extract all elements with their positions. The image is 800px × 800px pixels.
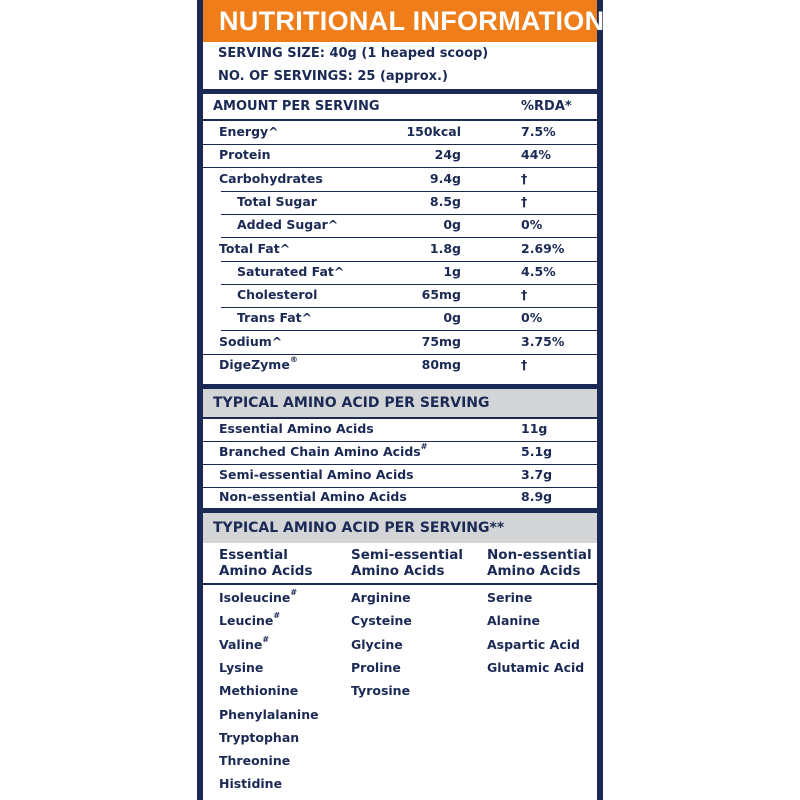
amino-summary-row	[203, 487, 597, 510]
amino-group-value: 5.1g	[521, 443, 553, 459]
essential-acid: Histidine	[219, 776, 283, 792]
column-header-line: Amino Acids	[219, 563, 313, 579]
non-essential-acid: Glutamic Acid	[487, 659, 585, 675]
nutrient-amount: 80mg	[421, 357, 461, 372]
column-header-non-essential	[487, 547, 592, 579]
essential-acid: Threonine	[219, 753, 291, 769]
footnote-mark: #	[262, 634, 270, 644]
non-essential-acid: Aspartic Acid	[487, 636, 580, 652]
nutrient-amount: 9.4g	[429, 170, 461, 186]
nutrient-amount: 75mg	[421, 333, 461, 349]
nutrient-name: Energy^	[219, 124, 279, 139]
nutrient-rda: 7.5%	[521, 124, 556, 139]
divider	[203, 119, 597, 121]
nutrient-name: Cholesterol	[237, 287, 318, 303]
nutrient-name: Saturated Fat^	[237, 263, 345, 279]
nutrient-amount: 150kcal	[406, 124, 461, 139]
nutrient-rda: 4.5%	[521, 263, 556, 279]
divider	[203, 583, 597, 585]
nutrient-row	[203, 145, 597, 168]
servings-count: NO. OF SERVINGS: 25 (approx.)	[218, 69, 448, 84]
amino-group-name: Semi-essential Amino Acids	[219, 466, 414, 482]
column-header-essential	[219, 547, 313, 579]
nutrient-rda: 0%	[521, 217, 543, 233]
essential-acid: Methionine	[219, 683, 299, 699]
essential-acid: Tryptophan	[219, 729, 300, 745]
non-essential-acid: Alanine	[487, 613, 540, 629]
column-header-line: Amino Acids	[351, 563, 445, 579]
footnote-mark: #	[420, 441, 428, 451]
nutrient-name: Total Fat^	[219, 240, 291, 256]
divider	[203, 89, 597, 94]
semi-essential-acid: Proline	[351, 659, 401, 675]
nutrient-name: Carbohydrates	[219, 170, 323, 186]
column-header-line: Semi-essential	[351, 547, 463, 563]
amino-breakdown-title: TYPICAL AMINO ACID PER SERVING**	[203, 513, 597, 543]
nutrient-row	[203, 169, 597, 192]
registered-mark: ®	[289, 355, 298, 364]
nutrient-name: Trans Fat^	[237, 310, 313, 326]
essential-acid: Phenylalanine	[219, 706, 319, 722]
amino-group-name: Essential Amino Acids	[219, 421, 374, 436]
nutrient-amount: 0g	[443, 310, 461, 326]
essential-acid: Lysine	[219, 659, 264, 675]
amino-summary-row	[203, 442, 597, 465]
essential-acid: Valine#	[219, 634, 270, 652]
nutrient-table-header	[203, 97, 597, 119]
amino-group-value: 8.9g	[521, 489, 553, 505]
nutrient-amount: 0g	[443, 217, 461, 233]
serving-size: SERVING SIZE: 40g (1 heaped scoop)	[218, 46, 489, 61]
rda-label: %RDA*	[521, 99, 572, 114]
nutrient-row	[203, 355, 597, 378]
column-header-line: Non-essential	[487, 547, 592, 563]
non-essential-acid: Serine	[487, 590, 533, 605]
nutrient-row	[203, 262, 597, 285]
nutrient-row	[203, 332, 597, 355]
nutrient-row	[203, 308, 597, 331]
amino-group-value: 11g	[521, 421, 548, 436]
nutrient-amount: 65mg	[421, 287, 461, 303]
column-header-semi-essential	[351, 547, 463, 579]
footnote-mark: #	[290, 588, 298, 597]
semi-essential-acid: Tyrosine	[351, 683, 411, 699]
nutrient-rda: †	[521, 193, 528, 209]
nutrient-row	[203, 122, 597, 145]
footnote-mark: #	[273, 611, 281, 621]
nutrient-row	[203, 285, 597, 308]
nutrient-amount: 8.5g	[429, 193, 461, 209]
essential-acid: Leucine#	[219, 611, 281, 629]
amino-summary-row	[203, 419, 597, 442]
nutrient-amount: 24g	[434, 147, 461, 163]
nutrient-rda: †	[521, 287, 528, 303]
amino-group-name: Branched Chain Amino Acids#	[219, 441, 428, 459]
panel-title: NUTRITIONAL INFORMATION	[203, 0, 597, 42]
nutrient-rda: †	[521, 170, 528, 186]
column-header-line: Essential	[219, 547, 288, 563]
nutrient-row	[203, 239, 597, 262]
column-header-line: Amino Acids	[487, 563, 581, 579]
nutrition-panel	[197, 0, 603, 800]
nutrient-rda: 0%	[521, 310, 543, 326]
semi-essential-acid: Arginine	[351, 590, 411, 605]
nutrient-row	[203, 192, 597, 215]
amino-group-value: 3.7g	[521, 466, 553, 482]
amino-group-name: Non-essential Amino Acids	[219, 489, 407, 505]
amino-section-title: TYPICAL AMINO ACID PER SERVING	[203, 389, 597, 417]
semi-essential-acid: Glycine	[351, 636, 403, 652]
nutrient-name: DigeZyme®	[219, 355, 298, 372]
amount-per-serving-label: AMOUNT PER SERVING	[213, 99, 380, 114]
nutrient-rda: 2.69%	[521, 240, 565, 256]
nutrient-name: Sodium^	[219, 333, 283, 349]
nutrient-name: Total Sugar	[237, 193, 317, 209]
nutrient-name: Added Sugar^	[237, 217, 339, 233]
nutrient-rda: †	[521, 357, 528, 372]
nutrient-name: Protein	[219, 147, 271, 163]
nutrient-rda: 3.75%	[521, 333, 565, 349]
amino-summary-row	[203, 465, 597, 488]
essential-acid: Isoleucine#	[219, 588, 298, 605]
nutrient-rda: 44%	[521, 147, 551, 163]
semi-essential-acid: Cysteine	[351, 613, 412, 629]
nutrient-amount: 1g	[443, 263, 461, 279]
nutrient-row	[203, 215, 597, 238]
nutrient-amount: 1.8g	[429, 240, 461, 256]
